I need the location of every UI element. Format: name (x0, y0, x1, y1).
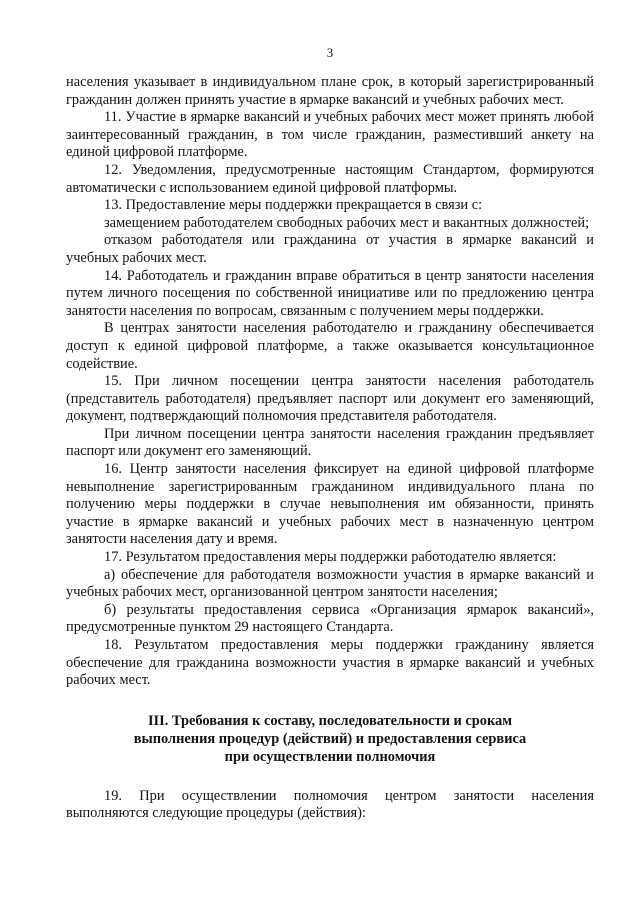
paragraph: При личном посещении центра занятости населения гражданин предъявляет паспорт или документ его заменяющий. (66, 425, 594, 460)
paragraph: населения указывает в индивидуальном плане срок, в который зарегистрированный гражданин должен принять участие в ярмарке вакансий и учебных рабочих мест. (66, 74, 594, 108)
paragraph: б) результаты предоставления сервиса «Организация ярмарок вакансий», предусмотренные пунктом 29 настоящего Стандарта. (66, 601, 594, 636)
paragraph: 18. Результатом предоставления меры поддержки гражданину является обеспечение для гражданина возможности участия в ярмарке вакансий и учебных рабочих мест. (66, 637, 594, 689)
body-text (66, 74, 594, 690)
final-section (66, 788, 594, 823)
page-number: 3 (326, 46, 334, 60)
section-heading-line: III. Требования к составу, последовательности и срокам (147, 712, 513, 729)
paragraph: 11. Участие в ярмарке вакансий и учебных рабочих мест может принять любой заинтересованный гражданин, в том числе гражданин, разместивший анкету на единой цифровой платформе. (66, 109, 594, 161)
paragraph: 14. Работодатель и гражданин вправе обратиться в центр занятости населения путем личного посещения по собственной инициативе или по предложению центра занятости населения по вопросам, связанным с получением меры поддержки. (66, 267, 594, 319)
paragraph: отказом работодателя или гражданина от участия в ярмарке вакансий и учебных рабочих мест. (66, 232, 594, 266)
section-heading-line: выполнения процедур (действий) и предоставления сервиса (133, 730, 527, 747)
paragraph: а) обеспечение для работодателя возможности участия в ярмарке вакансий и учебных рабочих мест, организованной центром занятости населения; (66, 566, 594, 601)
paragraph: замещением работодателем свободных рабочих мест и вакантных должностей; (104, 214, 590, 231)
paragraph: 13. Предоставление меры поддержки прекращается в связи с: (104, 197, 483, 214)
section-heading (66, 712, 594, 766)
paragraph: 16. Центр занятости населения фиксирует на единой цифровой платформе невыполнение зарегистрированным гражданином индивидуального плана по получению меры поддержки в случае невыполнения им обязанности, принять участие в ярмарке вакансий и учебных рабочих мест в назначенную центром занятости населения дату и время. (66, 461, 594, 548)
paragraph: 12. Уведомления, предусмотренные настоящим Стандартом, формируются автоматически с использованием единой цифровой платформы. (66, 161, 594, 196)
section-heading-line: при осуществлении полномочия (224, 748, 436, 765)
paragraph: 19. При осуществлении полномочия центром занятости населения выполняются следующие процедуры (действия): (66, 787, 594, 822)
paragraph: 15. При личном посещении центра занятости населения работодатель (представитель работодателя) предъявляет паспорт или документ его заменяющий, документ, подтверждающий полномочия представителя работодателя. (66, 373, 594, 425)
paragraph: В центрах занятости населения работодателю и гражданину обеспечивается доступ к единой цифровой платформе, а также оказывается консультационное содействие. (66, 320, 594, 372)
paragraph: 17. Результатом предоставления меры поддержки работодателю является: (104, 549, 557, 566)
